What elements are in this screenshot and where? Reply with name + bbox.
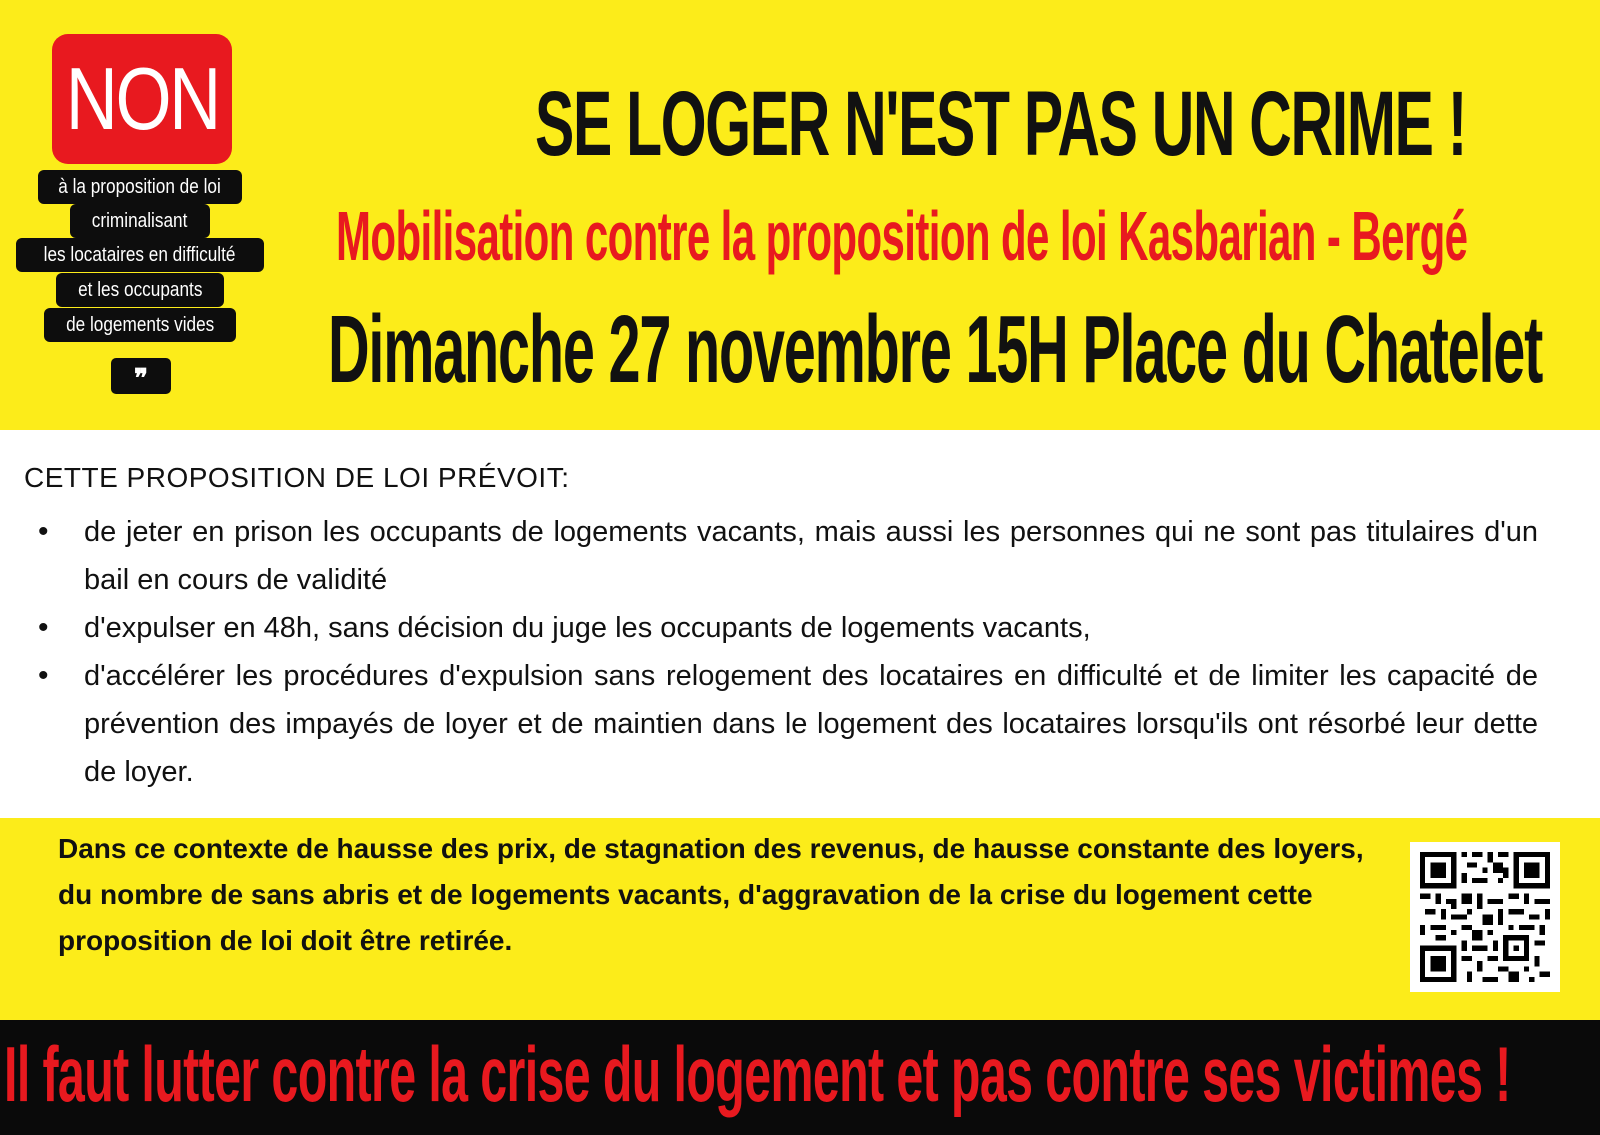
event-details: Dimanche 27 novembre 15H Place du Chatelet [328, 296, 1543, 403]
badge-line-1: à la proposition de loi [38, 170, 242, 204]
mobilisation-subtitle: Mobilisation contre la proposition de loi Kasbarian - Bergé [336, 197, 1468, 275]
bullet-icon: • [38, 611, 49, 644]
body-heading: CETTE PROPOSITION DE LOI PRÉVOIT: [24, 462, 570, 493]
footer-slogan: Il faut lutter contre la crise du logement et pas contre ses victimes ! [4, 1030, 1511, 1118]
list-item: • de jeter en prison les occupants de logements vacants, mais aussi les personnes qui ne sont pas titulaires d'un bail en cours de validité [38, 508, 1538, 604]
qr-code-graphic [1420, 852, 1550, 982]
list-item: • d'accélérer les procédures d'expulsion sans relogement des locataires en difficulté et de limiter les capacité de prévention des impayés de loyer et de maintien dans le logement des locataires lorsqu'ils ont résorbé leur dette de loyer. [38, 652, 1538, 796]
badge-line-5: de logements vides [44, 308, 236, 342]
closing-quote-icon: ❞ [111, 358, 171, 394]
list-item: • d'expulser en 48h, sans décision du juge les occupants de logements vacants, [38, 604, 1538, 652]
points-list [38, 508, 1538, 796]
badge-line-3: les locataires en difficulté [16, 238, 264, 272]
qr-code-icon[interactable] [1410, 842, 1560, 992]
bullet-icon: • [38, 659, 49, 692]
non-badge [52, 34, 232, 164]
badge-line-4: et les occupants [56, 273, 224, 307]
context-paragraph: Dans ce contexte de hausse des prix, de stagnation des revenus, de hausse constante des loyers, du nombre de sans abris et de logements vacants, d'aggravation de la crise du logement cette proposition de loi doit être retirée. [58, 833, 1364, 956]
non-label: NON [65, 49, 219, 148]
bullet-icon: • [38, 515, 49, 548]
main-title: SE LOGER N'EST PAS UN CRIME ! [535, 73, 1467, 175]
badge-line-2: criminalisant [70, 204, 210, 238]
